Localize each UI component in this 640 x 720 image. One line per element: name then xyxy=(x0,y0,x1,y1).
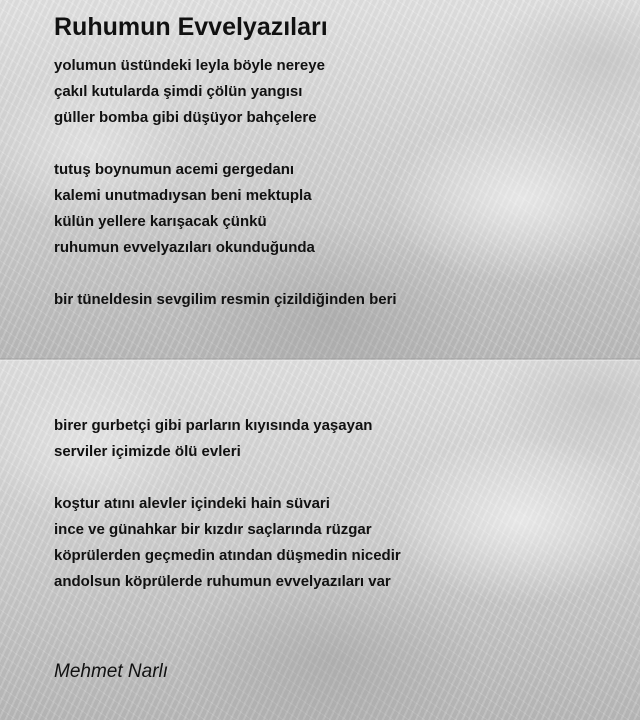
poem-line: koştur atını alevler içindeki hain süvari xyxy=(54,495,330,512)
poem-line: külün yellere karışacak çünkü xyxy=(54,213,267,230)
poem-line: ince ve günahkar bir kızdır saçlarında rüzgar xyxy=(54,521,372,538)
poem-line: köprülerden geçmedin atından düşmedin nicedir xyxy=(54,547,401,564)
poem-line: tutuş boynumun acemi gergedanı xyxy=(54,161,295,178)
poem-line: birer gurbetçi gibi parların kıyısında yaşayan xyxy=(54,417,373,434)
poem-line: bir tüneldesin sevgilim resmin çizildiğinden beri xyxy=(54,291,397,308)
image-seam-divider xyxy=(0,358,640,361)
poem-line: yolumun üstündeki leyla böyle nereye xyxy=(54,57,325,74)
poem-author: Mehmet Narlı xyxy=(54,661,169,682)
poem-line: kalemi unutmadıysan beni mektupla xyxy=(54,187,312,204)
poem-line: çakıl kutularda şimdi çölün yangısı xyxy=(54,83,303,100)
poem-title: Ruhumun Evvelyazıları xyxy=(54,13,328,41)
poem-line: andolsun köprülerde ruhumun evvelyazıları var xyxy=(54,573,391,590)
poem-line: ruhumun evvelyazıları okunduğunda xyxy=(54,239,315,256)
poem-line: serviler içimizde ölü evleri xyxy=(54,443,241,460)
poem-line: güller bomba gibi düşüyor bahçelere xyxy=(54,109,317,126)
